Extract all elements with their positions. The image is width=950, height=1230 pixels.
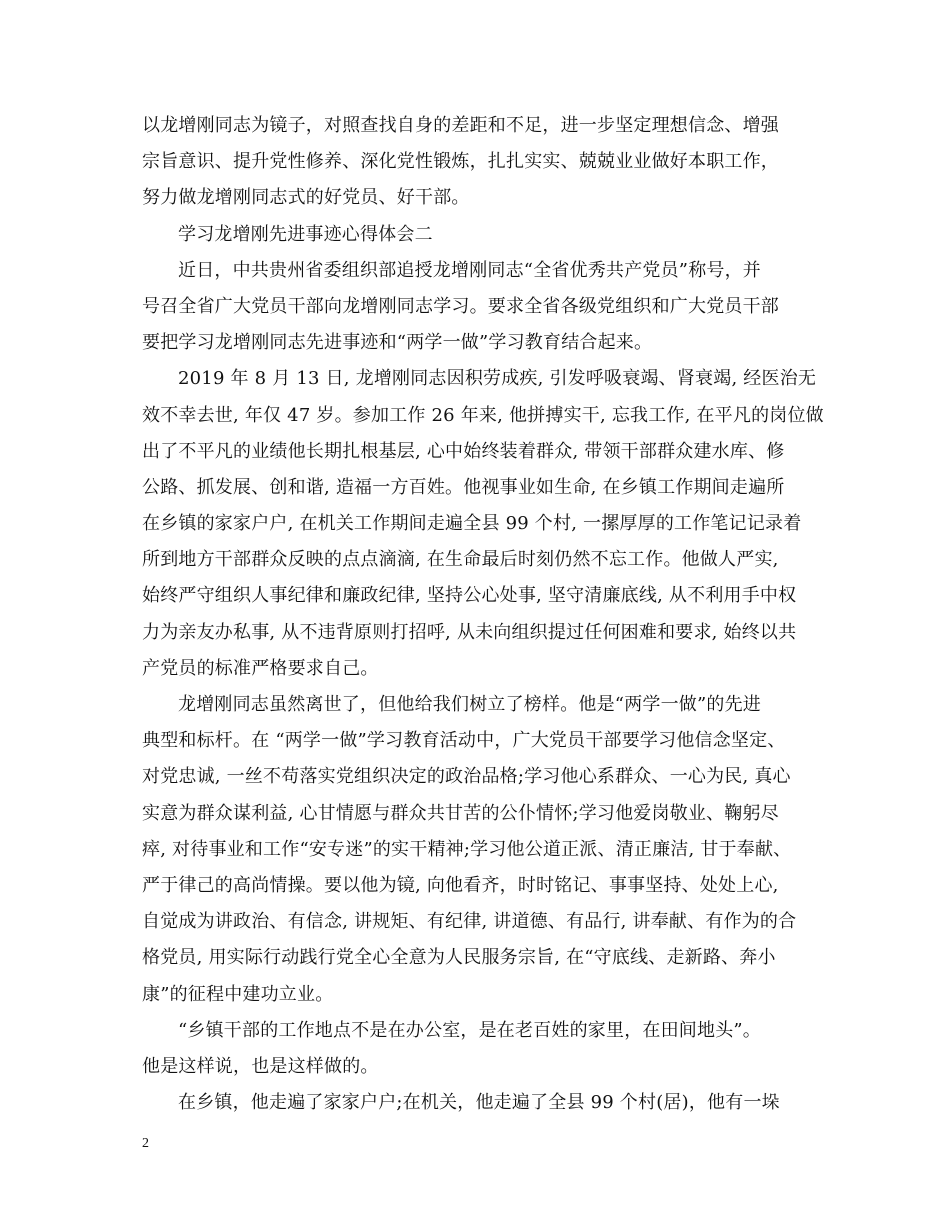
text-line: 瘁, 对待事业和工作“安专迷”的实干精神;学习他公道正派、清正廉洁, 甘于奉献、 <box>142 838 792 860</box>
text-line: 公路、抓发展、创和谐, 造福一方百姓。他视事业如生命, 在乡镇工作期间走遍所 <box>142 476 785 498</box>
text-line: 自觉成为讲政治、有信念, 讲规矩、有纪律, 讲道德、有品行, 讲奉献、有作为的合 <box>142 911 797 933</box>
text-line: 实意为群众谋利益, 心甘情愿与群众共甘苦的公仆情怀;学习他爱岗敬业、鞠躬尽 <box>142 802 779 824</box>
text-line: 龙增刚同志虽然离世了，但他给我们树立了榜样。他是“两学一做”的先进 <box>178 694 762 715</box>
text-line: 对党忠诚, 一丝不苟落实党组织决定的政治品格;学习他心系群众、一心为民, 真心 <box>142 766 791 788</box>
text-line: 近日，中共贵州省委组织部追授龙增刚同志“全省优秀共产党员”称号，并 <box>178 259 762 281</box>
text-line: 始终严守组织人事纪律和廉政纪律, 坚持公心处事, 坚守清廉底线, 从不利用手中权 <box>142 585 797 607</box>
text-line: 在乡镇，他走遍了家家户户;在机关，他走遍了全县 99 个村(居)，他有一垛 <box>178 1092 780 1114</box>
text-line: 他是这样说，也是这样做的。 <box>142 1055 379 1077</box>
text-line: 所到地方干部群众反映的点点滴滴, 在生命最后时刻仍然不忘工作。他做人严实, <box>142 549 779 571</box>
text-line: 以龙增刚同志为镜子，对照查找自身的差距和不足，进一步坚定理想信念、增强 <box>142 115 779 136</box>
text-line: 严于律己的高尚情操。要以他为镜, 向他看齐，时时铭记、事事坚持、处处上心, <box>142 874 779 896</box>
text-line: 努力做龙增刚同志式的好党员、好干部。 <box>142 187 470 209</box>
text-line: 出了不平凡的业绩他长期扎根基层, 心中始终装着群众, 带领干部群众建水库、修 <box>142 440 785 462</box>
text-line: 2019 年 8 月 13 日, 龙增刚同志因积劳成疾, 引发呼吸衰竭、肾衰竭, 经医治无 <box>178 368 817 390</box>
text-line: 学习龙增刚先进事迹心得体会二 <box>178 223 433 245</box>
text-line: 效不幸去世, 年仅 47 岁。参加工作 26 年来, 他拼搏实干, 忘我工作, 在平凡的岗位做 <box>142 404 824 426</box>
text-line: 典型和标杆。在 “两学一做”学习教育活动中，广大党员干部要学习他信念坚定、 <box>142 730 786 752</box>
text-line: 康”的征程中建功立业。 <box>142 983 334 1005</box>
text-line: 号召全省广大党员干部向龙增刚同志学习。要求全省各级党组织和广大党员干部 <box>142 295 779 317</box>
text-line: 格党员, 用实际行动践行党全心全意为人民服务宗旨, 在“守底线、走新路、奔小 <box>142 947 776 969</box>
text-line: 产党员的标准严格要求自己。 <box>142 657 379 679</box>
page-number: 2 <box>142 1136 149 1151</box>
text-line: 宗旨意识、提升党性修养、深化党性锻炼，扎扎实实、兢兢业业做好本职工作， <box>142 151 779 173</box>
text-line: 要把学习龙增刚同志先进事迹和“两学一做”学习教育结合起来。 <box>142 332 653 354</box>
text-line: “乡镇干部的工作地点不是在办公室，是在老百姓的家里，在田间地头”。 <box>178 1019 762 1041</box>
document-body <box>142 108 826 1121</box>
text-line: 在乡镇的家家户户, 在机关工作期间走遍全县 99 个村, 一摞厚厚的工作笔记记录着 <box>142 513 802 535</box>
text-line: 力为亲友办私事, 从不违背原则打招呼, 从未向组织提过任何困难和要求, 始终以共 <box>142 621 797 643</box>
